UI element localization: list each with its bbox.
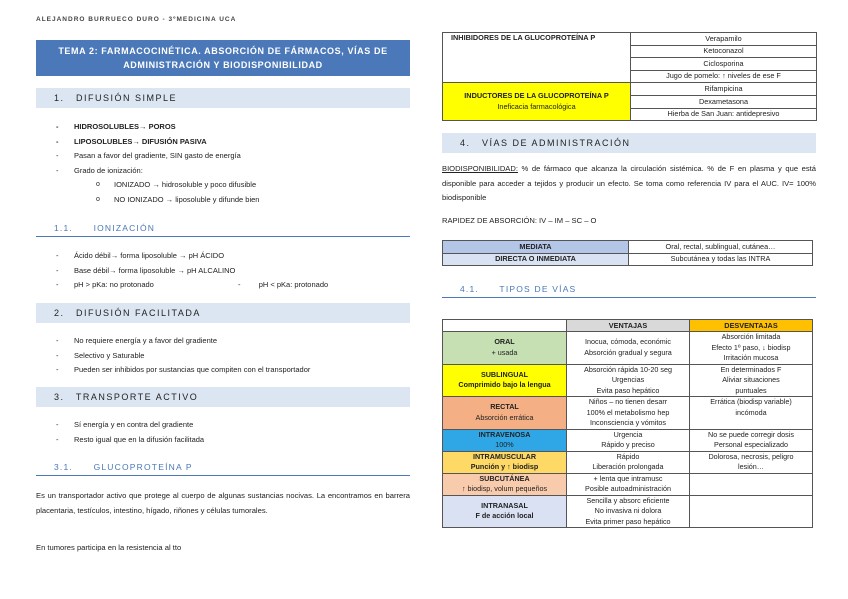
via-title: INTRAMUSCULAR — [472, 451, 537, 461]
table-cell: Oral, rectal, sublingual, cutánea… — [629, 241, 813, 254]
table-row — [443, 397, 813, 430]
biodisponibilidad-label: BIODISPONIBILIDAD: — [442, 164, 518, 173]
cell-line: Liberación prolongada — [592, 462, 664, 471]
subsection-number: 4.1. — [460, 284, 479, 294]
table-header — [443, 320, 567, 332]
table-cell: DIRECTA O INMEDIATA — [443, 253, 629, 266]
cell-line: incómoda — [735, 407, 767, 417]
section-number: 4. — [460, 138, 471, 148]
section-difusion-facilitada — [36, 303, 410, 323]
section-difusion-simple — [36, 88, 410, 108]
biodisponibilidad-paragraph — [442, 162, 816, 206]
via-title: SUBLINGUAL — [480, 369, 529, 379]
cell-line: Efecto 1º paso, ↓ biodisp — [711, 342, 791, 352]
list-subitem: o NO IONIZADO → liposoluble y difunde bien — [56, 193, 259, 208]
inductores-label — [443, 83, 631, 121]
inhibidores-label: INHIBIDORES DE LA GLUCOPROTEÍNA P — [443, 33, 631, 83]
glucoproteina-paragraph: Es un transportador activo que protege al cuerpo de algunas sustancias nocivas. La encontramos en barrera placentaria, testículos, intestino, hígado, riñones y células tumorales. — [36, 491, 410, 515]
cell-line: lesión… — [738, 462, 764, 471]
section-title: VÍAS DE ADMINISTRACIÓN — [482, 138, 631, 148]
cell-line: Aliviar situaciones — [722, 375, 780, 384]
via-title: INTRAVENOSA — [478, 429, 531, 439]
subsection-tipos-vias — [442, 283, 816, 298]
via-name — [443, 451, 567, 473]
rapidez-absorcion: RAPIDEZ DE ABSORCIÓN: IV – IM – SC – O — [442, 216, 597, 225]
ventajas-cell — [567, 429, 690, 451]
cell-line: Inconsciencia y vómitos — [590, 418, 666, 427]
list-item: - Sí energía y en contra del gradiente — [56, 418, 204, 433]
cell-line: Irritación mucosa — [723, 353, 779, 362]
via-subtitle: F de acción local — [475, 511, 534, 521]
via-subtitle: Punción y ↑ biodisp — [470, 462, 539, 471]
cell-line: Urgencias — [611, 375, 645, 384]
cell-line: Rápido y preciso — [601, 440, 655, 449]
cell-line: Niños – no tienen desarr — [588, 397, 668, 406]
cell-line: En determinados F — [720, 364, 782, 374]
cell-line: Evita paso hepático — [596, 385, 660, 395]
table-cell: Hierba de San Juan: antidepresivo — [631, 108, 817, 121]
via-title: ORAL — [494, 337, 515, 347]
list-item: - No requiere energía y a favor del gradiente — [56, 334, 310, 349]
ventajas-cell — [567, 495, 690, 528]
subsection-ionizacion — [36, 222, 410, 237]
via-name — [443, 429, 567, 451]
ventajas-cell — [567, 332, 690, 365]
cell-line: Inocua, cómoda, económic — [585, 337, 671, 347]
table-row — [443, 429, 813, 451]
ventajas-cell — [567, 397, 690, 430]
via-title: RECTAL — [490, 402, 519, 412]
via-name — [443, 364, 567, 397]
via-name — [443, 332, 567, 365]
list-item: - Pueden ser inhibidos por sustancias que compiten con el transportador — [56, 363, 310, 378]
cell-line: Urgencia — [613, 429, 643, 439]
via-subtitle: 100% — [495, 440, 514, 449]
list-item: - Pasan a favor del gradiente, SIN gasto de energía — [56, 149, 259, 164]
glucoproteina-table — [442, 32, 817, 121]
biodisponibilidad-text: % de fármaco que alcanza la circulación sistémica. % de F en plasma y que está disponible para acceder a tejidos y producir un efecto. Se toma como referencia IV para el AUC. IV= 100% biodisponible — [442, 164, 816, 202]
ph-right: pH < pKa: protonado — [258, 280, 329, 290]
via-title: SUBCUTÁNEA — [479, 473, 530, 483]
desventajas-cell — [690, 495, 813, 528]
section-title: TRANSPORTE ACTIVO — [75, 392, 199, 402]
table-row — [443, 364, 813, 397]
ph-left: pH > pKa: no protonado — [74, 280, 154, 290]
subsection-title: IONIZACIÓN — [93, 223, 156, 233]
desventajas-cell — [690, 429, 813, 451]
desventajas-cell — [690, 473, 813, 495]
section-number: 3. — [54, 392, 65, 402]
table-cell: MEDIATA — [443, 241, 629, 254]
list-item: - Resto igual que en la difusión facilitada — [56, 433, 204, 448]
table-cell: Ketoconazol — [631, 45, 817, 58]
cell-line: No invasiva ni dolora — [594, 506, 662, 515]
section-number: 1. — [54, 93, 65, 103]
list-item: - Grado de ionización: — [56, 164, 259, 179]
list-item: - Selectivo y Saturable — [56, 349, 310, 364]
glucoproteina-paragraph-2: En tumores participa en la resistencia al tto — [36, 543, 182, 552]
table-row — [443, 495, 813, 528]
inductores-title: INDUCTORES DE LA GLUCOPROTEÍNA P — [464, 91, 609, 101]
difusion-simple-list — [56, 120, 259, 208]
via-subtitle: ↑ biodisp, volum pequeños — [461, 484, 548, 493]
via-title: INTRANASAL — [481, 500, 528, 510]
title-line-2: ADMINISTRACIÓN Y BIODISPONIBILIDAD — [123, 60, 323, 70]
table-cell: Ciclosporina — [631, 58, 817, 71]
table-row — [443, 473, 813, 495]
list-subitem: o IONIZADO → hidrosoluble y poco difusible — [56, 178, 259, 193]
ventajas-cell — [567, 451, 690, 473]
list-item: - HIDROSOLUBLES→ POROS — [56, 120, 259, 135]
desventajas-cell — [690, 332, 813, 365]
table-cell: Verapamilo — [631, 33, 817, 46]
subsection-glucoproteina — [36, 461, 410, 476]
section-transporte-activo — [36, 387, 410, 407]
desventajas-cell — [690, 397, 813, 430]
cell-line: Absorción limitada — [721, 332, 781, 341]
via-name — [443, 397, 567, 430]
list-item: - LIPOSOLUBLES→ DIFUSIÓN PASIVA — [56, 135, 259, 150]
table-header: DESVENTAJAS — [690, 320, 813, 332]
inductores-subtitle: Ineficacia farmacológica — [497, 101, 576, 111]
vias-table — [442, 319, 813, 528]
ionizacion-list — [56, 249, 328, 293]
cell-line: Errática (biodisp variable) — [710, 397, 792, 406]
table-cell: Subcutánea y todas las INTRA — [629, 253, 813, 266]
section-title: DIFUSIÓN FACILITADA — [76, 308, 201, 318]
cell-line: + lenta que intramusc — [593, 473, 663, 483]
subsection-title: TIPOS DE VÍAS — [499, 284, 577, 294]
subsection-number: 1.1. — [54, 223, 73, 233]
table-cell: Dexametasona — [631, 95, 817, 108]
subsection-number: 3.1. — [54, 462, 73, 472]
transporte-activo-list — [56, 418, 204, 447]
title-line-1: TEMA 2: FARMACOCINÉTICA. ABSORCIÓN DE FÁRMACOS, VÍAS DE — [58, 46, 388, 56]
list-item: - Ácido débil→ forma liposoluble → pH ÁCIDO — [56, 249, 328, 264]
cell-line: Dolorosa, necrosis, peligro — [708, 451, 794, 461]
list-item: - Base débil→ forma liposoluble → pH ALCALINO — [56, 264, 328, 279]
table-cell: Rifampicina — [631, 83, 817, 96]
desventajas-cell — [690, 451, 813, 473]
author-header: ALEJANDRO BURRUECO DURO - 3ºMEDICINA UCA — [36, 16, 237, 23]
ventajas-cell — [567, 364, 690, 397]
subsection-title: GLUCOPROTEÍNA P — [93, 462, 193, 472]
cell-line: puntuales — [735, 385, 767, 395]
table-header: VENTAJAS — [567, 320, 690, 332]
cell-line: Posible autoadministración — [585, 484, 671, 493]
cell-line: Evita primer paso hepático — [585, 516, 671, 526]
ventajas-cell — [567, 473, 690, 495]
list-item — [56, 278, 328, 293]
desventajas-cell — [690, 364, 813, 397]
cell-line: Sencilla y absorc eficiente — [586, 495, 670, 505]
via-subtitle: Comprimido bajo la lengua — [458, 380, 551, 390]
section-vias-administracion — [442, 133, 816, 153]
table-row — [443, 451, 813, 473]
section-number: 2. — [54, 308, 65, 318]
via-name — [443, 495, 567, 528]
section-title: DIFUSIÓN SIMPLE — [76, 93, 178, 103]
table-row — [443, 332, 813, 365]
cell-line: Personal especializado — [714, 440, 788, 449]
cell-line: 100% el metabolismo hep — [586, 407, 670, 417]
cell-line: Absorción gradual y segura — [584, 347, 672, 357]
cell-line: Absorción rápida 10-20 seg — [584, 364, 672, 374]
via-name — [443, 473, 567, 495]
cell-line: Rápido — [616, 451, 640, 461]
mediata-table — [442, 240, 813, 266]
page-title — [36, 40, 410, 76]
cell-line: No se puede corregir dosis — [708, 429, 794, 439]
via-subtitle: Absorción errática — [475, 412, 534, 422]
table-cell: Jugo de pomelo: ↑ niveles de ese F — [631, 70, 817, 83]
via-subtitle: + usada — [491, 347, 518, 357]
difusion-facilitada-list — [56, 334, 310, 378]
ph-right-dash: - — [238, 280, 241, 290]
